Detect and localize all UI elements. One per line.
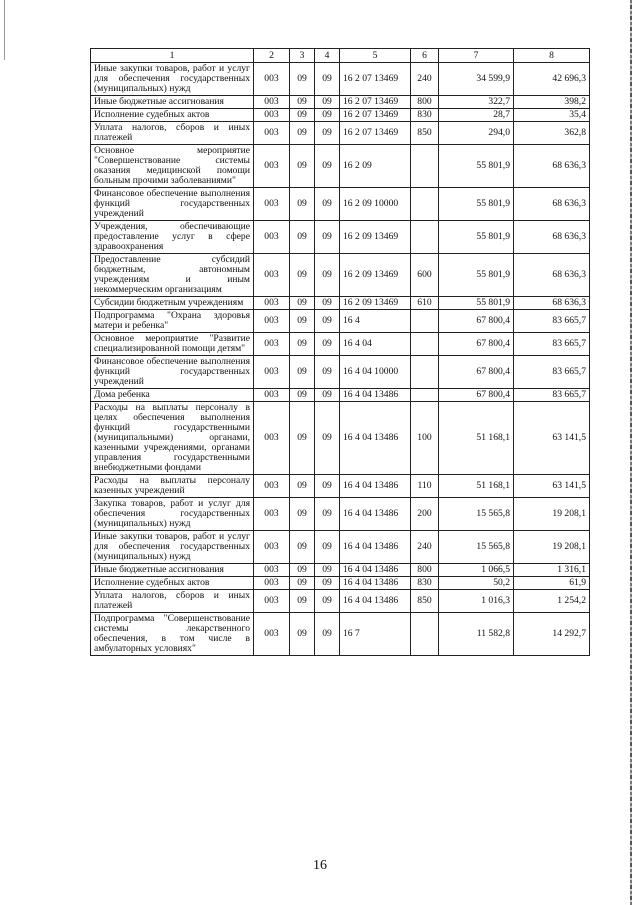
section-cell: 09 — [290, 402, 315, 475]
section-cell: 09 — [290, 531, 315, 564]
page-number: 16 — [313, 858, 327, 873]
amount-year1-cell: 67 800,4 — [439, 310, 514, 333]
amount-year2-cell: 83 665,7 — [514, 333, 590, 356]
ministry-code-cell: 003 — [254, 254, 290, 297]
target-article-cell: 16 4 04 13486 — [340, 590, 411, 613]
row-name-cell: Подпрограмма "Совершенствование системы лекарственного обеспечения, в том числе в амбулаторных условиях" — [91, 613, 254, 656]
table-row — [91, 188, 590, 221]
subsection-cell: 09 — [315, 221, 340, 254]
subsection-cell: 09 — [315, 498, 340, 531]
target-article-cell: 16 4 04 13486 — [340, 389, 411, 402]
amount-year1-cell: 1 066,5 — [439, 564, 514, 577]
expense-type-cell — [411, 310, 439, 333]
section-cell: 09 — [290, 63, 315, 96]
row-name-cell: Учреждения, обеспечивающие предоставление услуг в сфере здравоохранения — [91, 221, 254, 254]
ministry-code-cell: 003 — [254, 145, 290, 188]
target-article-cell: 16 4 04 13486 — [340, 475, 411, 498]
row-name-cell: Основное мероприятие "Совершенствование системы оказания медицинской помощи больным прочими заболеваниями" — [91, 145, 254, 188]
table-row — [91, 96, 590, 109]
target-article-cell: 16 2 07 13469 — [340, 109, 411, 122]
section-cell: 09 — [290, 145, 315, 188]
expense-type-cell — [411, 221, 439, 254]
ministry-code-cell: 003 — [254, 333, 290, 356]
expense-type-cell — [411, 389, 439, 402]
table-row — [91, 564, 590, 577]
header-cell: 1 — [91, 49, 254, 63]
subsection-cell: 09 — [315, 475, 340, 498]
amount-year2-cell: 1 254,2 — [514, 590, 590, 613]
subsection-cell: 09 — [315, 96, 340, 109]
header-cell: 6 — [411, 49, 439, 63]
subsection-cell: 09 — [315, 310, 340, 333]
amount-year1-cell: 322,7 — [439, 96, 514, 109]
target-article-cell: 16 7 — [340, 613, 411, 656]
table-row — [91, 613, 590, 656]
target-article-cell: 16 2 09 10000 — [340, 188, 411, 221]
row-name-cell: Исполнение судебных актов — [91, 577, 254, 590]
amount-year1-cell: 294,0 — [439, 122, 514, 145]
amount-year2-cell: 61,9 — [514, 577, 590, 590]
header-cell: 7 — [439, 49, 514, 63]
expense-type-cell: 830 — [411, 109, 439, 122]
amount-year1-cell: 15 565,8 — [439, 531, 514, 564]
target-article-cell: 16 4 04 13486 — [340, 564, 411, 577]
ministry-code-cell: 003 — [254, 475, 290, 498]
row-name-cell: Субсидии бюджетным учреждениям — [91, 297, 254, 310]
expense-type-cell: 110 — [411, 475, 439, 498]
header-cell: 3 — [290, 49, 315, 63]
section-cell: 09 — [290, 613, 315, 656]
amount-year2-cell: 42 696,3 — [514, 63, 590, 96]
table-row — [91, 109, 590, 122]
table-row — [91, 63, 590, 96]
section-cell: 09 — [290, 356, 315, 389]
ministry-code-cell: 003 — [254, 402, 290, 475]
row-name-cell: Уплата налогов, сборов и иных платежей — [91, 590, 254, 613]
subsection-cell: 09 — [315, 333, 340, 356]
subsection-cell: 09 — [315, 531, 340, 564]
subsection-cell: 09 — [315, 254, 340, 297]
table-body — [91, 63, 590, 656]
ministry-code-cell: 003 — [254, 389, 290, 402]
ministry-code-cell: 003 — [254, 498, 290, 531]
expense-type-cell: 600 — [411, 254, 439, 297]
expense-type-cell: 850 — [411, 122, 439, 145]
row-name-cell: Иные бюджетные ассигнования — [91, 564, 254, 577]
row-name-cell: Расходы на выплаты персоналу казенных учреждений — [91, 475, 254, 498]
table-row — [91, 389, 590, 402]
section-cell: 09 — [290, 577, 315, 590]
section-cell: 09 — [290, 109, 315, 122]
table-row — [91, 122, 590, 145]
subsection-cell: 09 — [315, 590, 340, 613]
amount-year2-cell: 63 141,5 — [514, 402, 590, 475]
header-cell: 5 — [340, 49, 411, 63]
section-cell: 09 — [290, 297, 315, 310]
amount-year2-cell: 362,8 — [514, 122, 590, 145]
ministry-code-cell: 003 — [254, 310, 290, 333]
ministry-code-cell: 003 — [254, 356, 290, 389]
table-row — [91, 531, 590, 564]
subsection-cell: 09 — [315, 577, 340, 590]
expense-type-cell: 200 — [411, 498, 439, 531]
section-cell: 09 — [290, 564, 315, 577]
section-cell: 09 — [290, 96, 315, 109]
ministry-code-cell: 003 — [254, 221, 290, 254]
subsection-cell: 09 — [315, 389, 340, 402]
amount-year1-cell: 67 800,4 — [439, 333, 514, 356]
subsection-cell: 09 — [315, 564, 340, 577]
target-article-cell: 16 4 04 13486 — [340, 498, 411, 531]
section-cell: 09 — [290, 221, 315, 254]
expense-type-cell: 850 — [411, 590, 439, 613]
row-name-cell: Финансовое обеспечение выполнения функций государственных учреждений — [91, 356, 254, 389]
target-article-cell: 16 2 09 13469 — [340, 297, 411, 310]
amount-year2-cell: 35,4 — [514, 109, 590, 122]
amount-year1-cell: 67 800,4 — [439, 356, 514, 389]
target-article-cell: 16 4 04 13486 — [340, 577, 411, 590]
amount-year1-cell: 51 168,1 — [439, 475, 514, 498]
amount-year2-cell: 19 208,1 — [514, 531, 590, 564]
scan-edge-mark — [4, 0, 5, 60]
section-cell: 09 — [290, 498, 315, 531]
amount-year2-cell: 83 665,7 — [514, 310, 590, 333]
subsection-cell: 09 — [315, 63, 340, 96]
section-cell: 09 — [290, 310, 315, 333]
section-cell: 09 — [290, 188, 315, 221]
scan-edge — [630, 0, 632, 905]
amount-year1-cell: 67 800,4 — [439, 389, 514, 402]
amount-year1-cell: 11 582,8 — [439, 613, 514, 656]
amount-year1-cell: 55 801,9 — [439, 297, 514, 310]
table-row — [91, 254, 590, 297]
expense-type-cell: 610 — [411, 297, 439, 310]
expense-type-cell — [411, 613, 439, 656]
table-row — [91, 590, 590, 613]
table-row — [91, 498, 590, 531]
ministry-code-cell: 003 — [254, 63, 290, 96]
expense-type-cell: 800 — [411, 96, 439, 109]
target-article-cell: 16 2 07 13469 — [340, 63, 411, 96]
amount-year2-cell: 68 636,3 — [514, 297, 590, 310]
amount-year1-cell: 51 168,1 — [439, 402, 514, 475]
row-name-cell: Исполнение судебных актов — [91, 109, 254, 122]
expense-type-cell — [411, 188, 439, 221]
target-article-cell: 16 4 04 10000 — [340, 356, 411, 389]
expense-type-cell — [411, 333, 439, 356]
table-row — [91, 402, 590, 475]
ministry-code-cell: 003 — [254, 564, 290, 577]
table-row — [91, 145, 590, 188]
ministry-code-cell: 003 — [254, 122, 290, 145]
expense-type-cell: 100 — [411, 402, 439, 475]
ministry-code-cell: 003 — [254, 109, 290, 122]
target-article-cell: 16 2 07 13469 — [340, 96, 411, 109]
subsection-cell: 09 — [315, 122, 340, 145]
section-cell: 09 — [290, 333, 315, 356]
row-name-cell: Предоставление субсидий бюджетным, автономным учреждениям и иным некоммерческим организациям — [91, 254, 254, 297]
row-name-cell: Уплата налогов, сборов и иных платежей — [91, 122, 254, 145]
target-article-cell: 16 4 04 13486 — [340, 531, 411, 564]
row-name-cell: Основное мероприятие "Развитие специализированной помощи детям" — [91, 333, 254, 356]
amount-year1-cell: 55 801,9 — [439, 221, 514, 254]
table-row — [91, 333, 590, 356]
table-row — [91, 577, 590, 590]
subsection-cell: 09 — [315, 613, 340, 656]
amount-year1-cell: 50,2 — [439, 577, 514, 590]
expense-type-cell — [411, 145, 439, 188]
expense-type-cell: 240 — [411, 531, 439, 564]
target-article-cell: 16 2 09 13469 — [340, 221, 411, 254]
row-name-cell: Финансовое обеспечение выполнения функций государственных учреждений — [91, 188, 254, 221]
table-row — [91, 221, 590, 254]
section-cell: 09 — [290, 254, 315, 297]
section-cell: 09 — [290, 475, 315, 498]
subsection-cell: 09 — [315, 145, 340, 188]
subsection-cell: 09 — [315, 297, 340, 310]
amount-year1-cell: 55 801,9 — [439, 145, 514, 188]
target-article-cell: 16 4 04 — [340, 333, 411, 356]
row-name-cell: Дома ребенка — [91, 389, 254, 402]
expense-type-cell — [411, 356, 439, 389]
ministry-code-cell: 003 — [254, 590, 290, 613]
section-cell: 09 — [290, 590, 315, 613]
amount-year1-cell: 28,7 — [439, 109, 514, 122]
amount-year2-cell: 68 636,3 — [514, 254, 590, 297]
ministry-code-cell: 003 — [254, 531, 290, 564]
amount-year2-cell: 68 636,3 — [514, 145, 590, 188]
ministry-code-cell: 003 — [254, 577, 290, 590]
amount-year2-cell: 1 316,1 — [514, 564, 590, 577]
amount-year2-cell: 19 208,1 — [514, 498, 590, 531]
subsection-cell: 09 — [315, 109, 340, 122]
amount-year1-cell: 55 801,9 — [439, 188, 514, 221]
table-row — [91, 475, 590, 498]
amount-year2-cell: 14 292,7 — [514, 613, 590, 656]
amount-year2-cell: 68 636,3 — [514, 221, 590, 254]
subsection-cell: 09 — [315, 188, 340, 221]
amount-year2-cell: 83 665,7 — [514, 356, 590, 389]
target-article-cell: 16 2 09 — [340, 145, 411, 188]
amount-year2-cell: 83 665,7 — [514, 389, 590, 402]
header-cell: 8 — [514, 49, 590, 63]
table-row — [91, 297, 590, 310]
amount-year1-cell: 1 016,3 — [439, 590, 514, 613]
amount-year2-cell: 63 141,5 — [514, 475, 590, 498]
header-cell: 2 — [254, 49, 290, 63]
row-name-cell: Иные закупки товаров, работ и услуг для обеспечения государственных (муниципальных) нужд — [91, 531, 254, 564]
amount-year1-cell: 34 599,9 — [439, 63, 514, 96]
amount-year1-cell: 55 801,9 — [439, 254, 514, 297]
amount-year1-cell: 15 565,8 — [439, 498, 514, 531]
row-name-cell: Закупка товаров, работ и услуг для обеспечения государственных (муниципальных) нужд — [91, 498, 254, 531]
target-article-cell: 16 2 07 13469 — [340, 122, 411, 145]
ministry-code-cell: 003 — [254, 297, 290, 310]
row-name-cell: Иные закупки товаров, работ и услуг для обеспечения государственных (муниципальных) нужд — [91, 63, 254, 96]
row-name-cell: Подпрограмма "Охрана здоровья матери и ребенка" — [91, 310, 254, 333]
target-article-cell: 16 4 — [340, 310, 411, 333]
ministry-code-cell: 003 — [254, 96, 290, 109]
section-cell: 09 — [290, 122, 315, 145]
section-cell: 09 — [290, 389, 315, 402]
expense-type-cell: 830 — [411, 577, 439, 590]
budget-table — [90, 48, 590, 656]
row-name-cell: Иные бюджетные ассигнования — [91, 96, 254, 109]
target-article-cell: 16 4 04 13486 — [340, 402, 411, 475]
table-row — [91, 356, 590, 389]
ministry-code-cell: 003 — [254, 188, 290, 221]
expense-type-cell: 240 — [411, 63, 439, 96]
target-article-cell: 16 2 09 13469 — [340, 254, 411, 297]
subsection-cell: 09 — [315, 402, 340, 475]
ministry-code-cell: 003 — [254, 613, 290, 656]
header-row — [91, 49, 590, 63]
header-cell: 4 — [315, 49, 340, 63]
row-name-cell: Расходы на выплаты персоналу в целях обеспечения выполнения функций государственными (муниципальными) органами, казенными учреждениями, органами управления государственными внебюджетными фондами — [91, 402, 254, 475]
expense-type-cell: 800 — [411, 564, 439, 577]
table-row — [91, 310, 590, 333]
amount-year2-cell: 68 636,3 — [514, 188, 590, 221]
amount-year2-cell: 398,2 — [514, 96, 590, 109]
subsection-cell: 09 — [315, 356, 340, 389]
